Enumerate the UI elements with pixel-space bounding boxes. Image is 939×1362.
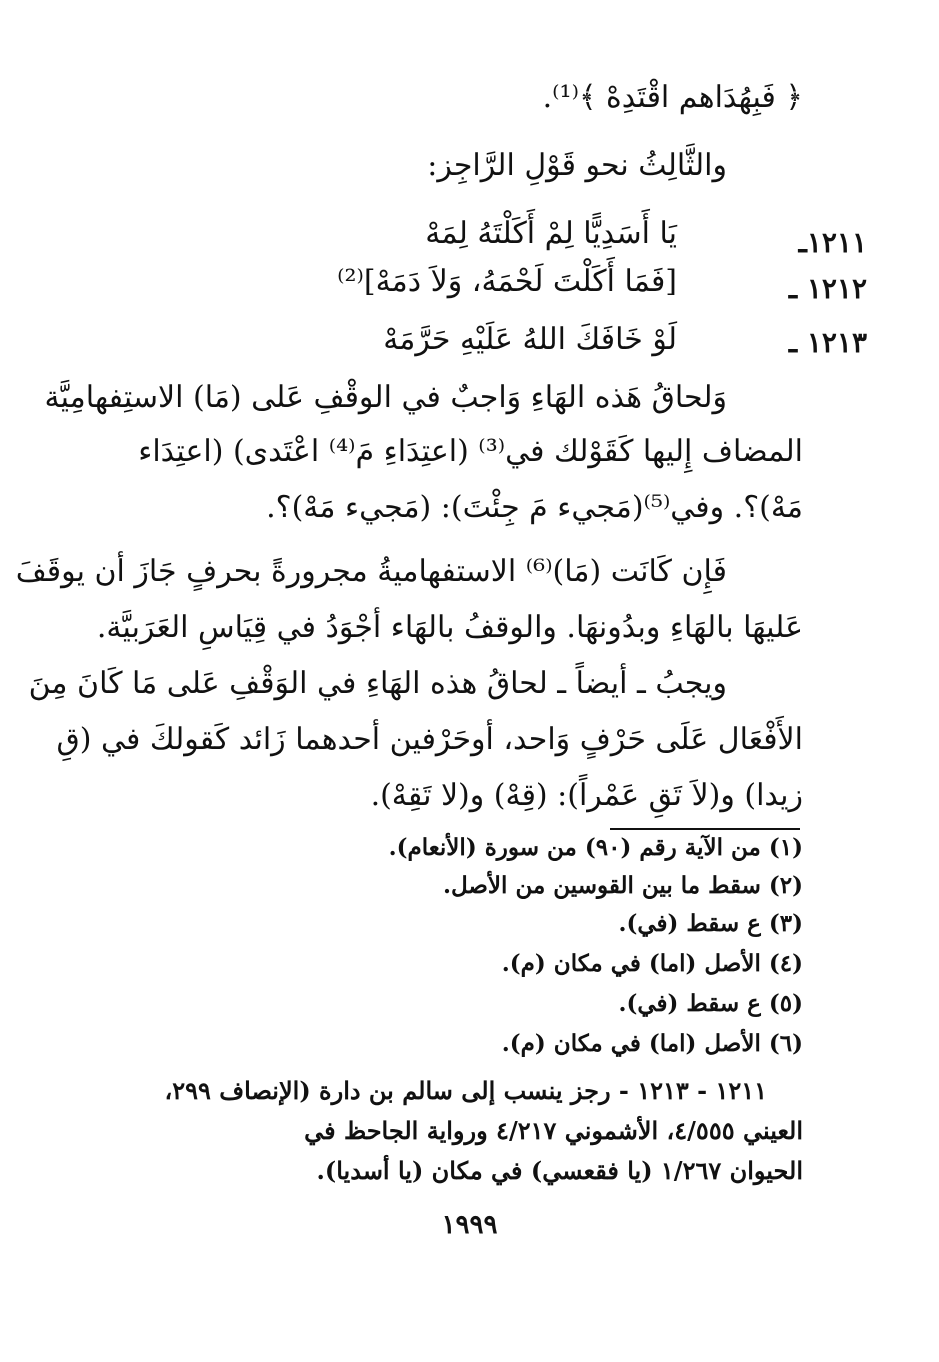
verse-source-note: ١٢١١ - ١٢١٣ - رجز ينسب إلى سالم بن دارة (الإنصاف ٢٩٩، xyxy=(164,1076,767,1105)
verse-number: ١٢١٣ ـ xyxy=(788,326,867,359)
quran-quote: ﴿ فَبِهُدَاهم اقْتَدِهْ ﴾⁽¹⁾. xyxy=(542,80,803,115)
footnote: (٣) ع سقط (في). xyxy=(618,910,803,937)
footnote: (٥) ع سقط (في). xyxy=(618,990,803,1017)
paragraph-line: فَإِن كَانَت (مَا)⁽⁶⁾ الاستفهاميةُ مجرورةً بحرفٍ جَازَ أن يوقَفَ xyxy=(15,554,727,589)
footnote: (٢) سقط ما بين القوسين من الأصل. xyxy=(442,872,803,899)
footnote: (٤) الأصل (اما) في مكان (م). xyxy=(501,950,803,977)
paragraph-line: عَليهَا بالهَاءِ وبدُونهَا. والوقفُ بالهَاء أجْوَدُ في قِيَاسِ العَرَبيَّة. xyxy=(96,610,803,645)
paragraph-line: المضاف إِليها كَقَوْلك في⁽³⁾ (اعتِدَاءِ مَ⁽⁴⁾ اعْتَدى) (اعتِدَاء xyxy=(138,434,803,469)
verse-number: ١٢١٢ ـ xyxy=(788,272,867,305)
paragraph-line: زيدا) و(لاَ تَقِ عَمْراً): (قِهْ) و(لا تَقِهْ). xyxy=(370,778,803,813)
footnote: (٦) الأصل (اما) في مكان (م). xyxy=(501,1030,803,1057)
paragraph-line: وَلحاقُ هَذه الهَاءِ وَاجبٌ في الوقْفِ عَلى (مَا) الاستِفهامِيَّة xyxy=(44,380,727,415)
page-number: ١٩٩٩ xyxy=(441,1210,498,1240)
paragraph-line: الأَفْعَال عَلَى حَرْفٍ وَاحد، أوحَرْفين أحدهما زَائد كَقولكَ في (قِ xyxy=(56,722,803,757)
verse-source-note: الحيوان ١/٢٦٧ (يا فقعسي) في مكان (يا أسديا). xyxy=(316,1156,803,1185)
paragraph-line: مَهْ)؟. وفي⁽⁵⁾(مَجيء مَ جِئْتَ): (مَجيء مَهْ)؟. xyxy=(266,490,803,525)
footnote: (١) من الآية رقم (٩٠) من سورة (الأنعام). xyxy=(388,834,803,861)
verse-line: لَوْ خَافَكَ اللهُ عَلَيْهِ حَرَّمَهْ xyxy=(383,322,677,357)
paragraph-line: ويجبُ ـ أيضاً ـ لحاقُ هذه الهَاءِ في الوَقْفِ عَلى مَا كَانَ مِنَ xyxy=(28,666,727,701)
verse-line: [فَمَا أَكَلْتَ لَحْمَهُ، وَلاَ دَمَهْ]⁽²⁾ xyxy=(337,264,677,299)
third-example-intro: والثَّالِثُ نحو قَوْلِ الرَّاجِز: xyxy=(427,148,727,183)
verse-line: يَا أَسَدِيًّا لِمْ أَكَلْتَهُ لِمَهْ xyxy=(425,216,677,251)
verse-source-note: العيني ٤/٥٥٥، الأشموني ٤/٢١٧ ورواية الجاحظ في xyxy=(304,1116,803,1145)
verse-number: ١٢١١ـ xyxy=(798,226,867,259)
footnote-separator xyxy=(610,828,800,830)
